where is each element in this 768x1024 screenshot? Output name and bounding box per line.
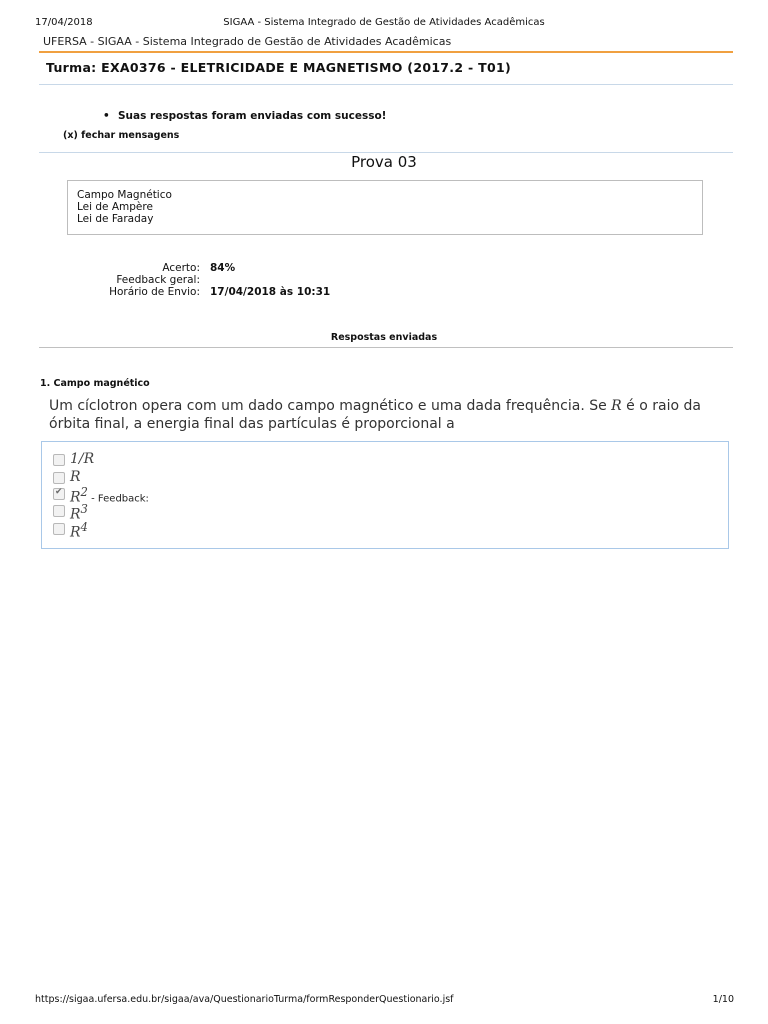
- print-footer: [0, 994, 768, 1008]
- answer-exponent: 2: [80, 485, 88, 499]
- question-title: 1. Campo magnético: [40, 378, 150, 389]
- question-text-part: Um cíclotron opera com um dado campo magnético e uma dada frequência. Se: [49, 398, 612, 414]
- answer-checkbox-checked[interactable]: [53, 488, 65, 500]
- print-title: SIGAA - Sistema Integrado de Gestão de Atividades Acadêmicas: [223, 17, 545, 28]
- answer-math: R: [70, 489, 81, 506]
- exam-topic: Lei de Ampère: [77, 201, 153, 213]
- print-header: [0, 14, 768, 30]
- checkmark-icon: ✔: [55, 487, 63, 497]
- answer-exponent: 4: [80, 520, 88, 534]
- exam-topic: Campo Magnético: [77, 189, 172, 201]
- answer-math: R: [70, 469, 81, 485]
- acerto-value: 84%: [210, 262, 236, 274]
- divider: [39, 347, 733, 348]
- exam-title: Prova 03: [351, 153, 417, 171]
- system-title: UFERSA - SIGAA - Sistema Integrado de Gestão de Atividades Acadêmicas: [43, 35, 452, 48]
- print-date: 17/04/2018: [35, 17, 93, 28]
- answer-feedback: - Feedback:: [87, 493, 149, 505]
- page-url: https://sigaa.ufersa.edu.br/sigaa/ava/QuestionarioTurma/formResponderQuestionario.jsf: [35, 994, 454, 1005]
- question-text-part: é o raio da órbita final, a energia final das partículas é proporcional a: [49, 398, 701, 432]
- answer-checkbox[interactable]: [53, 454, 65, 466]
- exam-topics-box: [67, 180, 703, 235]
- horario-value: 17/04/2018 às 10:31: [210, 286, 331, 298]
- exam-topic: Lei de Faraday: [77, 213, 154, 225]
- responses-heading: Respostas enviadas: [330, 332, 438, 343]
- divider: [39, 84, 733, 85]
- answer-checkbox[interactable]: [53, 472, 65, 484]
- close-messages-link[interactable]: (x) fechar mensagens: [63, 130, 180, 141]
- acerto-row: [0, 262, 768, 274]
- answer-math: 1/R: [70, 451, 95, 467]
- acerto-label: Acerto:: [162, 262, 200, 274]
- turma-title: Turma: EXA0376 - ELETRICIDADE E MAGNETISMO (2017.2 - T01): [46, 60, 511, 75]
- horario-label: Horário de Envio:: [109, 286, 200, 298]
- horario-row: [0, 286, 768, 298]
- answer-exponent: 3: [80, 502, 88, 516]
- answer-checkbox[interactable]: [53, 505, 65, 517]
- answer-label: [70, 469, 81, 485]
- answer-math: R: [70, 506, 81, 523]
- question-text: [49, 397, 709, 433]
- answer-math: R: [70, 524, 81, 541]
- answer-label: [70, 520, 88, 541]
- system-header: [39, 34, 733, 53]
- answer-checkbox[interactable]: [53, 523, 65, 535]
- success-message: • Suas respostas foram enviadas com sucesso!: [100, 110, 386, 122]
- message-list: [100, 110, 386, 122]
- question-variable: R: [611, 398, 622, 414]
- feedback-label: Feedback geral:: [116, 274, 200, 286]
- feedback-row: [0, 274, 768, 286]
- answer-options-box: [41, 441, 729, 549]
- answer-label: [70, 451, 94, 467]
- page-number: 1/10: [712, 994, 734, 1005]
